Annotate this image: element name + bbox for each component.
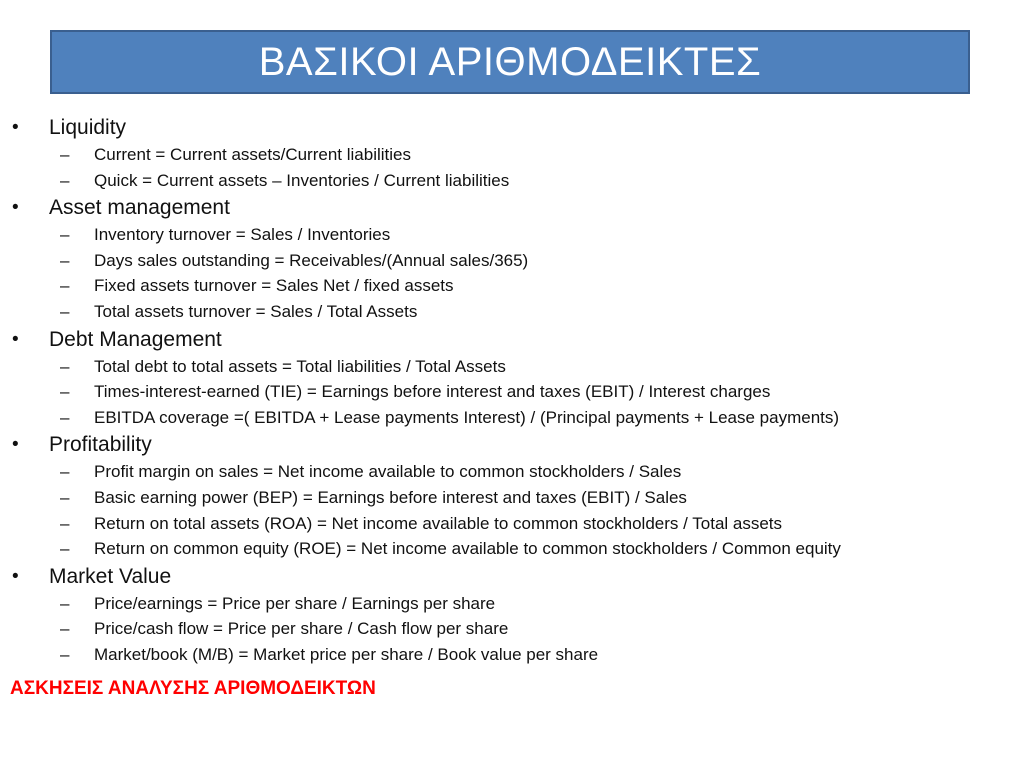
ratio-list	[0, 113, 1024, 668]
dash-icon: –	[60, 170, 70, 190]
dash-icon: –	[60, 382, 70, 402]
dash-icon: –	[60, 407, 70, 427]
section-asset-management	[0, 193, 1024, 324]
section-heading	[0, 193, 1024, 222]
dash-icon: –	[60, 250, 70, 270]
list-item	[0, 405, 1024, 431]
section-heading-text: Asset management	[49, 196, 230, 220]
dash-icon: –	[60, 644, 70, 664]
list-item-text: Price/cash flow = Price per share / Cash flow per share	[94, 619, 509, 639]
list-item	[0, 354, 1024, 380]
list-item-text: Profit margin on sales = Net income available to common stockholders / Sales	[94, 462, 682, 482]
list-item	[0, 379, 1024, 405]
section-heading	[0, 113, 1024, 142]
list-item-text: Return on common equity (ROE) = Net income available to common stockholders / Common equity	[94, 539, 841, 559]
section-heading	[0, 562, 1024, 591]
exercises-link[interactable]: ΑΣΚΗΣΕΙΣ ΑΝΑΛΥΣΗΣ ΑΡΙΘΜΟΔΕΙΚΤΩΝ	[10, 678, 376, 699]
list-item	[0, 536, 1024, 562]
list-item-text: Days sales outstanding = Receivables/(Annual sales/365)	[94, 250, 529, 270]
dash-icon: –	[60, 225, 70, 245]
dash-icon: –	[60, 593, 70, 613]
list-item	[0, 485, 1024, 511]
dash-icon: –	[60, 619, 70, 639]
list-item	[0, 642, 1024, 668]
section-liquidity	[0, 113, 1024, 193]
dash-icon: –	[60, 301, 70, 321]
list-item	[0, 248, 1024, 274]
list-item-text: Quick = Current assets – Inventories / Current liabilities	[94, 170, 510, 190]
section-heading-text: Liquidity	[49, 116, 127, 139]
list-item-text: Fixed assets turnover = Sales Net / fixed assets	[94, 276, 454, 296]
list-item	[0, 142, 1024, 168]
section-heading-text: Debt Management	[49, 327, 222, 351]
list-item-text: Total assets turnover = Sales / Total Assets	[94, 301, 418, 321]
list-item-text: Price/earnings = Price per share / Earnings per share	[94, 593, 496, 613]
list-item-text: Current = Current assets/Current liabilities	[94, 145, 411, 164]
list-item	[0, 299, 1024, 325]
list-item-text: Times-interest-earned (TIE) = Earnings before interest and taxes (EBIT) / Interest charges	[94, 382, 771, 402]
slide-title-box	[50, 30, 970, 94]
bullet-icon: •	[12, 565, 19, 587]
dash-icon: –	[60, 462, 70, 482]
list-item-text: Market/book (M/B) = Market price per share / Book value per share	[94, 644, 599, 664]
list-item-text: Total debt to total assets = Total liabilities / Total Assets	[94, 356, 506, 376]
dash-icon: –	[60, 356, 70, 376]
section-debt-management	[0, 325, 1024, 431]
list-item	[0, 591, 1024, 617]
list-item	[0, 616, 1024, 642]
list-item-text: Basic earning power (BEP) = Earnings before interest and taxes (EBIT) / Sales	[94, 487, 687, 507]
list-item	[0, 168, 1024, 194]
slide-title: ΒΑΣΙΚΟΙ ΑΡΙΘΜΟΔΕΙΚΤΕΣ	[258, 39, 762, 84]
section-market-value	[0, 562, 1024, 668]
section-heading	[0, 325, 1024, 354]
bullet-icon: •	[12, 117, 19, 138]
list-item-text: EBITDA coverage =( EBITDA + Lease payments Interest) / (Principal payments + Lease payments)	[94, 407, 840, 427]
list-item	[0, 459, 1024, 485]
list-item	[0, 222, 1024, 248]
section-profitability	[0, 430, 1024, 561]
bullet-icon: •	[12, 328, 19, 350]
list-item	[0, 273, 1024, 299]
list-item-text: Return on total assets (ROA) = Net income available to common stockholders / Total assets	[94, 513, 783, 533]
bullet-icon: •	[12, 197, 19, 219]
dash-icon: –	[60, 487, 70, 507]
list-item	[0, 511, 1024, 537]
dash-icon: –	[60, 539, 70, 559]
dash-icon: –	[60, 145, 70, 164]
section-heading-text: Market Value	[49, 564, 172, 588]
dash-icon: –	[60, 276, 70, 296]
dash-icon: –	[60, 513, 70, 533]
section-heading	[0, 430, 1024, 459]
list-item-text: Inventory turnover = Sales / Inventories	[94, 225, 391, 245]
bullet-icon: •	[12, 434, 19, 456]
section-heading-text: Profitability	[49, 433, 152, 457]
